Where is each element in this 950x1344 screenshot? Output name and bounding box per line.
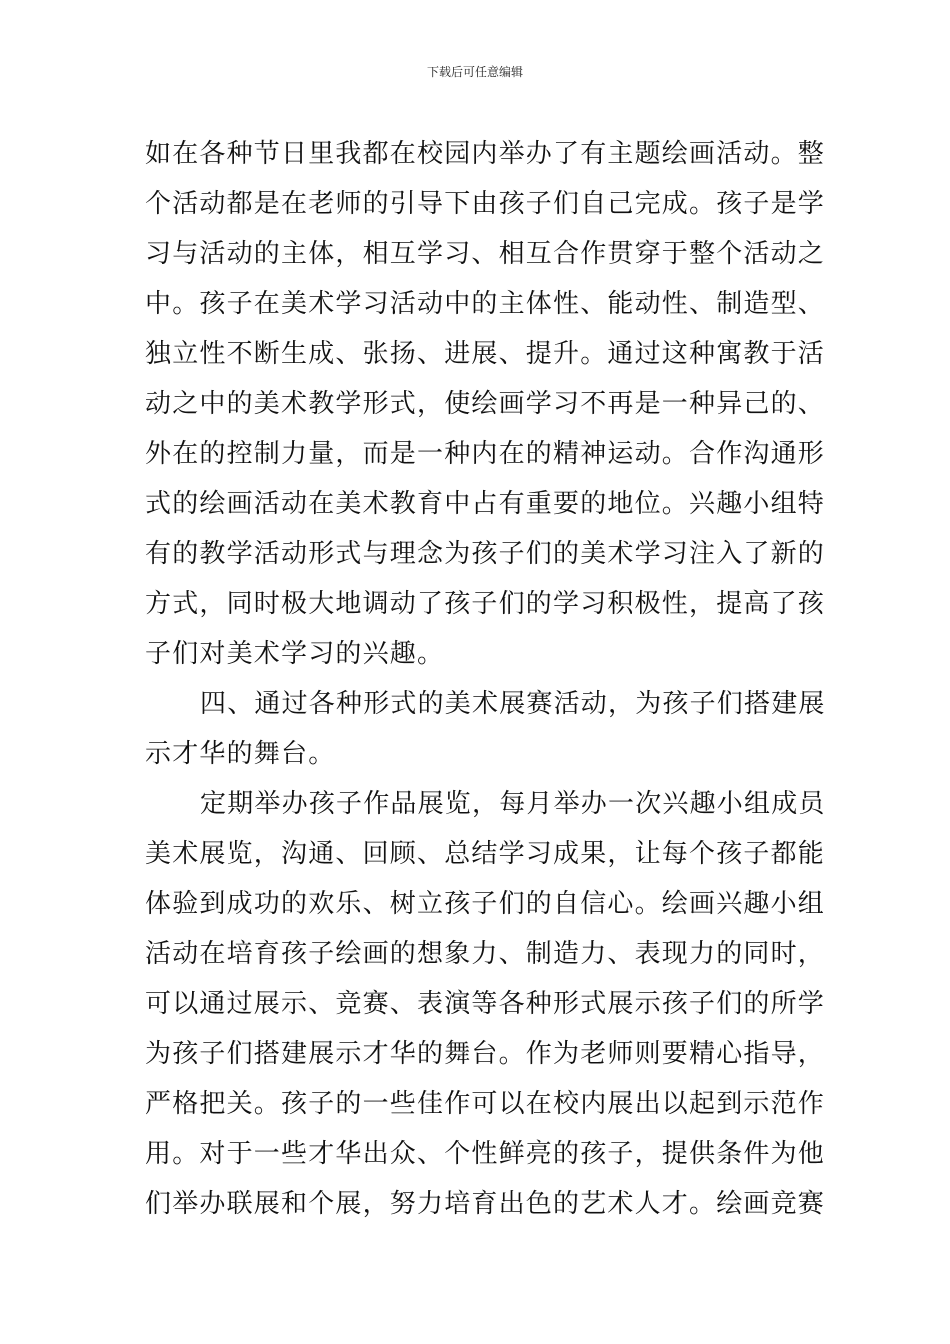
text-line: 定期举办孩子作品展览，每月举办一次兴趣小组成员	[200, 789, 826, 819]
section-heading-line: 四、通过各种形式的美术展赛活动，为孩子们搭建展	[200, 689, 826, 719]
text-line: 习与活动的主体，相互学习、相互合作贯穿于整个活动之	[145, 239, 826, 269]
text-line: 式的绘画活动在美术教育中占有重要的地位。兴趣小组特	[145, 489, 826, 519]
page-header: 下载后可任意编辑	[426, 65, 523, 79]
text-line: 独立性不断生成、张扬、进展、提升。通过这种寓教于活	[145, 339, 826, 369]
section-heading-line: 示才华的舞台。	[145, 739, 336, 769]
text-line: 如在各种节日里我都在校园内举办了有主题绘画活动。整	[145, 139, 826, 169]
text-line: 为孩子们搭建展示才华的舞台。作为老师则要精心指导，	[145, 1039, 826, 1069]
text-line: 个活动都是在老师的引导下由孩子们自己完成。孩子是学	[145, 189, 826, 219]
text-line: 体验到成功的欢乐、树立孩子们的自信心。绘画兴趣小组	[145, 889, 826, 919]
document-body	[145, 129, 826, 1229]
text-line: 中。孩子在美术学习活动中的主体性、能动性、制造型、	[145, 289, 826, 319]
text-line: 动之中的美术教学形式，使绘画学习不再是一种异己的、	[145, 389, 826, 419]
text-line: 子们对美术学习的兴趣。	[145, 639, 445, 669]
text-line: 活动在培育孩子绘画的想象力、制造力、表现力的同时，	[145, 939, 826, 969]
text-line: 外在的控制力量，而是一种内在的精神运动。合作沟通形	[145, 439, 826, 469]
text-line: 可以通过展示、竞赛、表演等各种形式展示孩子们的所学	[145, 989, 826, 1019]
text-line: 美术展览，沟通、回顾、总结学习成果，让每个孩子都能	[145, 839, 826, 869]
text-line: 方式，同时极大地调动了孩子们的学习积极性，提高了孩	[145, 589, 826, 619]
text-line: 用。对于一些才华出众、个性鲜亮的孩子，提供条件为他	[145, 1139, 826, 1169]
text-line: 严格把关。孩子的一些佳作可以在校内展出以起到示范作	[145, 1089, 826, 1119]
text-line: 们举办联展和个展，努力培育出色的艺术人才。绘画竞赛	[145, 1189, 826, 1219]
text-line: 有的教学活动形式与理念为孩子们的美术学习注入了新的	[145, 539, 826, 569]
